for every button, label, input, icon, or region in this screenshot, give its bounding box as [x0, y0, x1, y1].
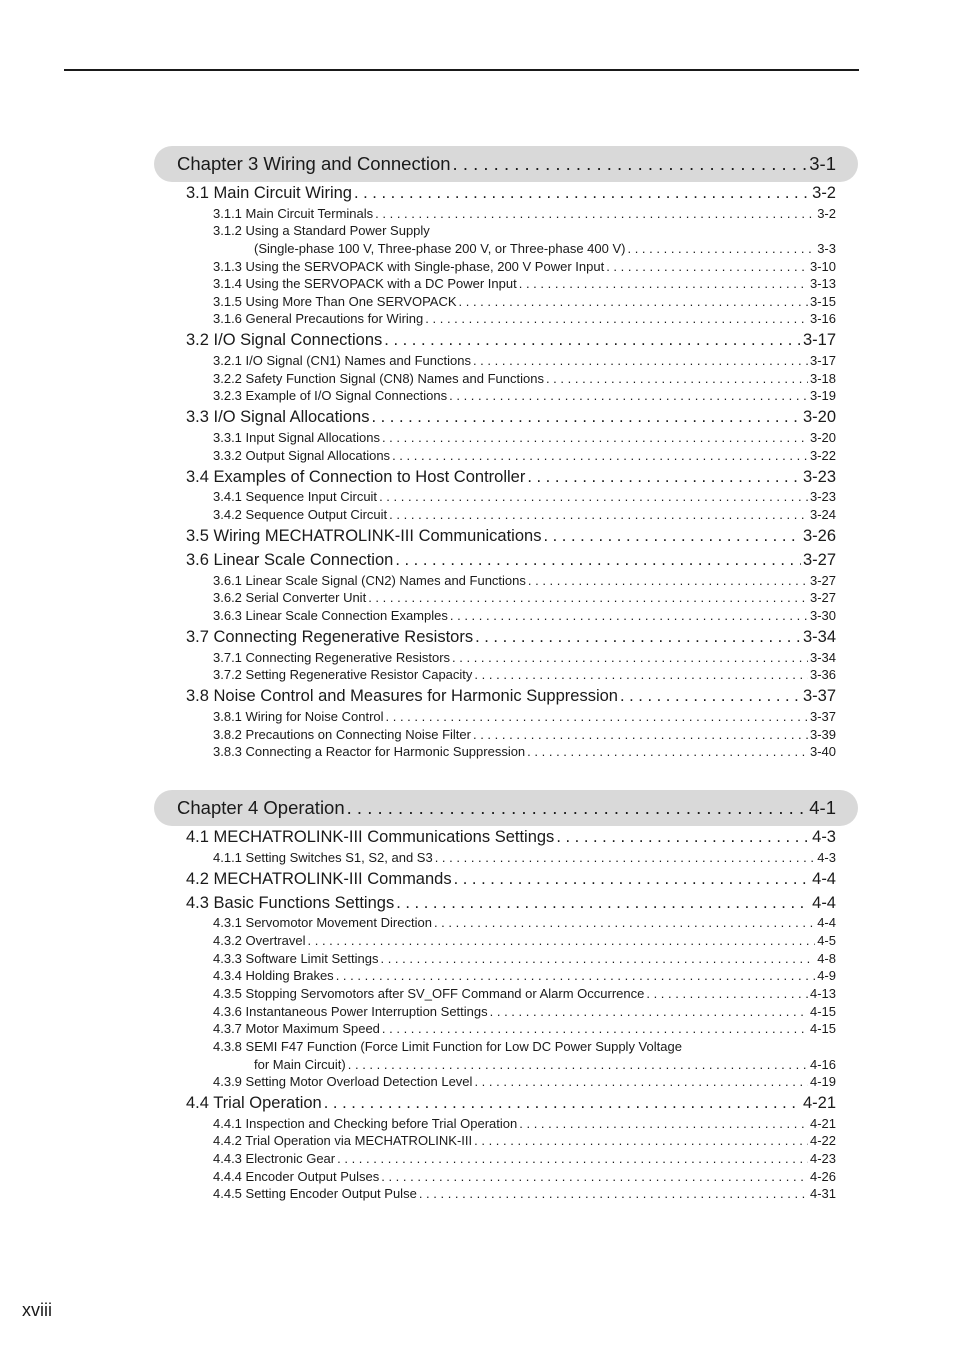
toc-subsection[interactable]: 3.1.1 Main Circuit Terminals . . . 3-2 — [213, 206, 836, 221]
toc-subsection[interactable]: 3.1.2 Using a Standard Power Supply — [213, 223, 430, 238]
toc-section[interactable]: 3.1 Main Circuit Wiring . . . 3-2 — [186, 184, 836, 203]
toc-subsection[interactable]: 4.4.4 Encoder Output Pulses . . . 4-26 — [213, 1169, 836, 1184]
toc-subsection[interactable]: 4.4.5 Setting Encoder Output Pulse . . . 4-31 — [213, 1186, 836, 1201]
toc-section[interactable]: 3.3 I/O Signal Allocations . . . 3-20 — [186, 408, 836, 427]
toc-subsection[interactable]: 3.7.2 Setting Regenerative Resistor Capacity . . . 3-36 — [213, 667, 836, 682]
toc-subsection[interactable]: 3.6.3 Linear Scale Connection Examples . . . 3-30 — [213, 608, 836, 623]
toc-section[interactable]: 4.2 MECHATROLINK-III Commands . . . 4-4 — [186, 870, 836, 889]
toc-subsection[interactable]: 3.6.1 Linear Scale Signal (CN2) Names and Functions . . . 3-27 — [213, 573, 836, 588]
toc-subsection[interactable]: 4.4.1 Inspection and Checking before Trial Operation . . . 4-21 — [213, 1116, 836, 1131]
toc-subsection[interactable]: 3.6.2 Serial Converter Unit . . . 3-27 — [213, 590, 836, 605]
toc-subsection[interactable]: 3.4.2 Sequence Output Circuit . . . 3-24 — [213, 507, 836, 522]
toc-subsection[interactable]: 4.3.6 Instantaneous Power Interruption Settings . . . 4-15 — [213, 1004, 836, 1019]
toc-subsection[interactable]: 4.3.4 Holding Brakes . . . 4-9 — [213, 968, 836, 983]
toc-subsection[interactable]: 3.3.2 Output Signal Allocations . . . 3-22 — [213, 448, 836, 463]
toc-section[interactable]: 4.4 Trial Operation . . . 4-21 — [186, 1094, 836, 1113]
toc-subsection[interactable]: 4.4.2 Trial Operation via MECHATROLINK-III . . . 4-22 — [213, 1133, 836, 1148]
toc-chapter-4[interactable]: Chapter 4 Operation . . . 4-1 — [177, 797, 836, 819]
toc-subsection[interactable]: 4.3.8 SEMI F47 Function (Force Limit Function for Low DC Power Supply Voltage — [213, 1039, 682, 1054]
toc-section[interactable]: 3.7 Connecting Regenerative Resistors . . . 3-34 — [186, 628, 836, 647]
toc-subsection[interactable]: 3.8.1 Wiring for Noise Control . . . 3-37 — [213, 709, 836, 724]
toc-subsection[interactable]: 3.1.4 Using the SERVOPACK with a DC Power Input . . . 3-13 — [213, 276, 836, 291]
toc-subsection[interactable]: 3.1.5 Using More Than One SERVOPACK . . . 3-15 — [213, 294, 836, 309]
toc-subsection[interactable]: 3.2.3 Example of I/O Signal Connections . . . 3-19 — [213, 388, 836, 403]
toc-chapter-3[interactable]: Chapter 3 Wiring and Connection . . . 3-1 — [177, 153, 836, 175]
page-number: xviii — [22, 1300, 52, 1320]
toc-subsection[interactable]: 3.1.3 Using the SERVOPACK with Single-phase, 200 V Power Input . . . 3-10 — [213, 259, 836, 274]
toc-section[interactable]: 3.4 Examples of Connection to Host Controller . . . 3-23 — [186, 468, 836, 487]
header-rule — [64, 69, 859, 71]
toc-subsection[interactable]: 3.2.1 I/O Signal (CN1) Names and Functions . . . 3-17 — [213, 353, 836, 368]
toc-subsection[interactable]: 4.4.3 Electronic Gear . . . 4-23 — [213, 1151, 836, 1166]
toc-subsection[interactable]: 4.3.2 Overtravel . . . 4-5 — [213, 933, 836, 948]
toc-section[interactable]: 4.3 Basic Functions Settings . . . 4-4 — [186, 894, 836, 913]
toc-subsection[interactable]: 3.1.6 General Precautions for Wiring . . . 3-16 — [213, 311, 836, 326]
toc-subsection[interactable]: 3.2.2 Safety Function Signal (CN8) Names and Functions . . . 3-18 — [213, 371, 836, 386]
toc-section[interactable]: 4.1 MECHATROLINK-III Communications Settings . . . 4-3 — [186, 828, 836, 847]
toc-section[interactable]: 3.5 Wiring MECHATROLINK-III Communications . . . 3-26 — [186, 527, 836, 546]
toc-subsection[interactable]: 3.7.1 Connecting Regenerative Resistors . . . 3-34 — [213, 650, 836, 665]
toc-subsection[interactable]: 3.8.2 Precautions on Connecting Noise Filter . . . 3-39 — [213, 727, 836, 742]
toc-subsection[interactable]: 4.1.1 Setting Switches S1, S2, and S3 . . . 4-3 — [213, 850, 836, 865]
toc-subsection[interactable]: 4.3.9 Setting Motor Overload Detection Level . . . 4-19 — [213, 1074, 836, 1089]
toc-subsection-continued[interactable]: for Main Circuit) . . . 4-16 — [254, 1057, 836, 1072]
toc-subsection[interactable]: 4.3.1 Servomotor Movement Direction . . . 4-4 — [213, 915, 836, 930]
toc-subsection[interactable]: 3.4.1 Sequence Input Circuit . . . 3-23 — [213, 489, 836, 504]
toc-subsection-continued[interactable]: (Single-phase 100 V, Three-phase 200 V, or Three-phase 400 V) . . . 3-3 — [254, 241, 836, 256]
toc-section[interactable]: 3.2 I/O Signal Connections . . . 3-17 — [186, 331, 836, 350]
toc-subsection[interactable]: 3.8.3 Connecting a Reactor for Harmonic Suppression . . . 3-40 — [213, 744, 836, 759]
toc-section[interactable]: 3.8 Noise Control and Measures for Harmonic Suppression . . . 3-37 — [186, 687, 836, 706]
toc-subsection[interactable]: 4.3.7 Motor Maximum Speed . . . 4-15 — [213, 1021, 836, 1036]
toc-subsection[interactable]: 4.3.5 Stopping Servomotors after SV_OFF Command or Alarm Occurrence . . . 4-13 — [213, 986, 836, 1001]
toc-subsection[interactable]: 3.3.1 Input Signal Allocations . . . 3-20 — [213, 430, 836, 445]
toc-subsection[interactable]: 4.3.3 Software Limit Settings . . . 4-8 — [213, 951, 836, 966]
toc-section[interactable]: 3.6 Linear Scale Connection . . . 3-27 — [186, 551, 836, 570]
